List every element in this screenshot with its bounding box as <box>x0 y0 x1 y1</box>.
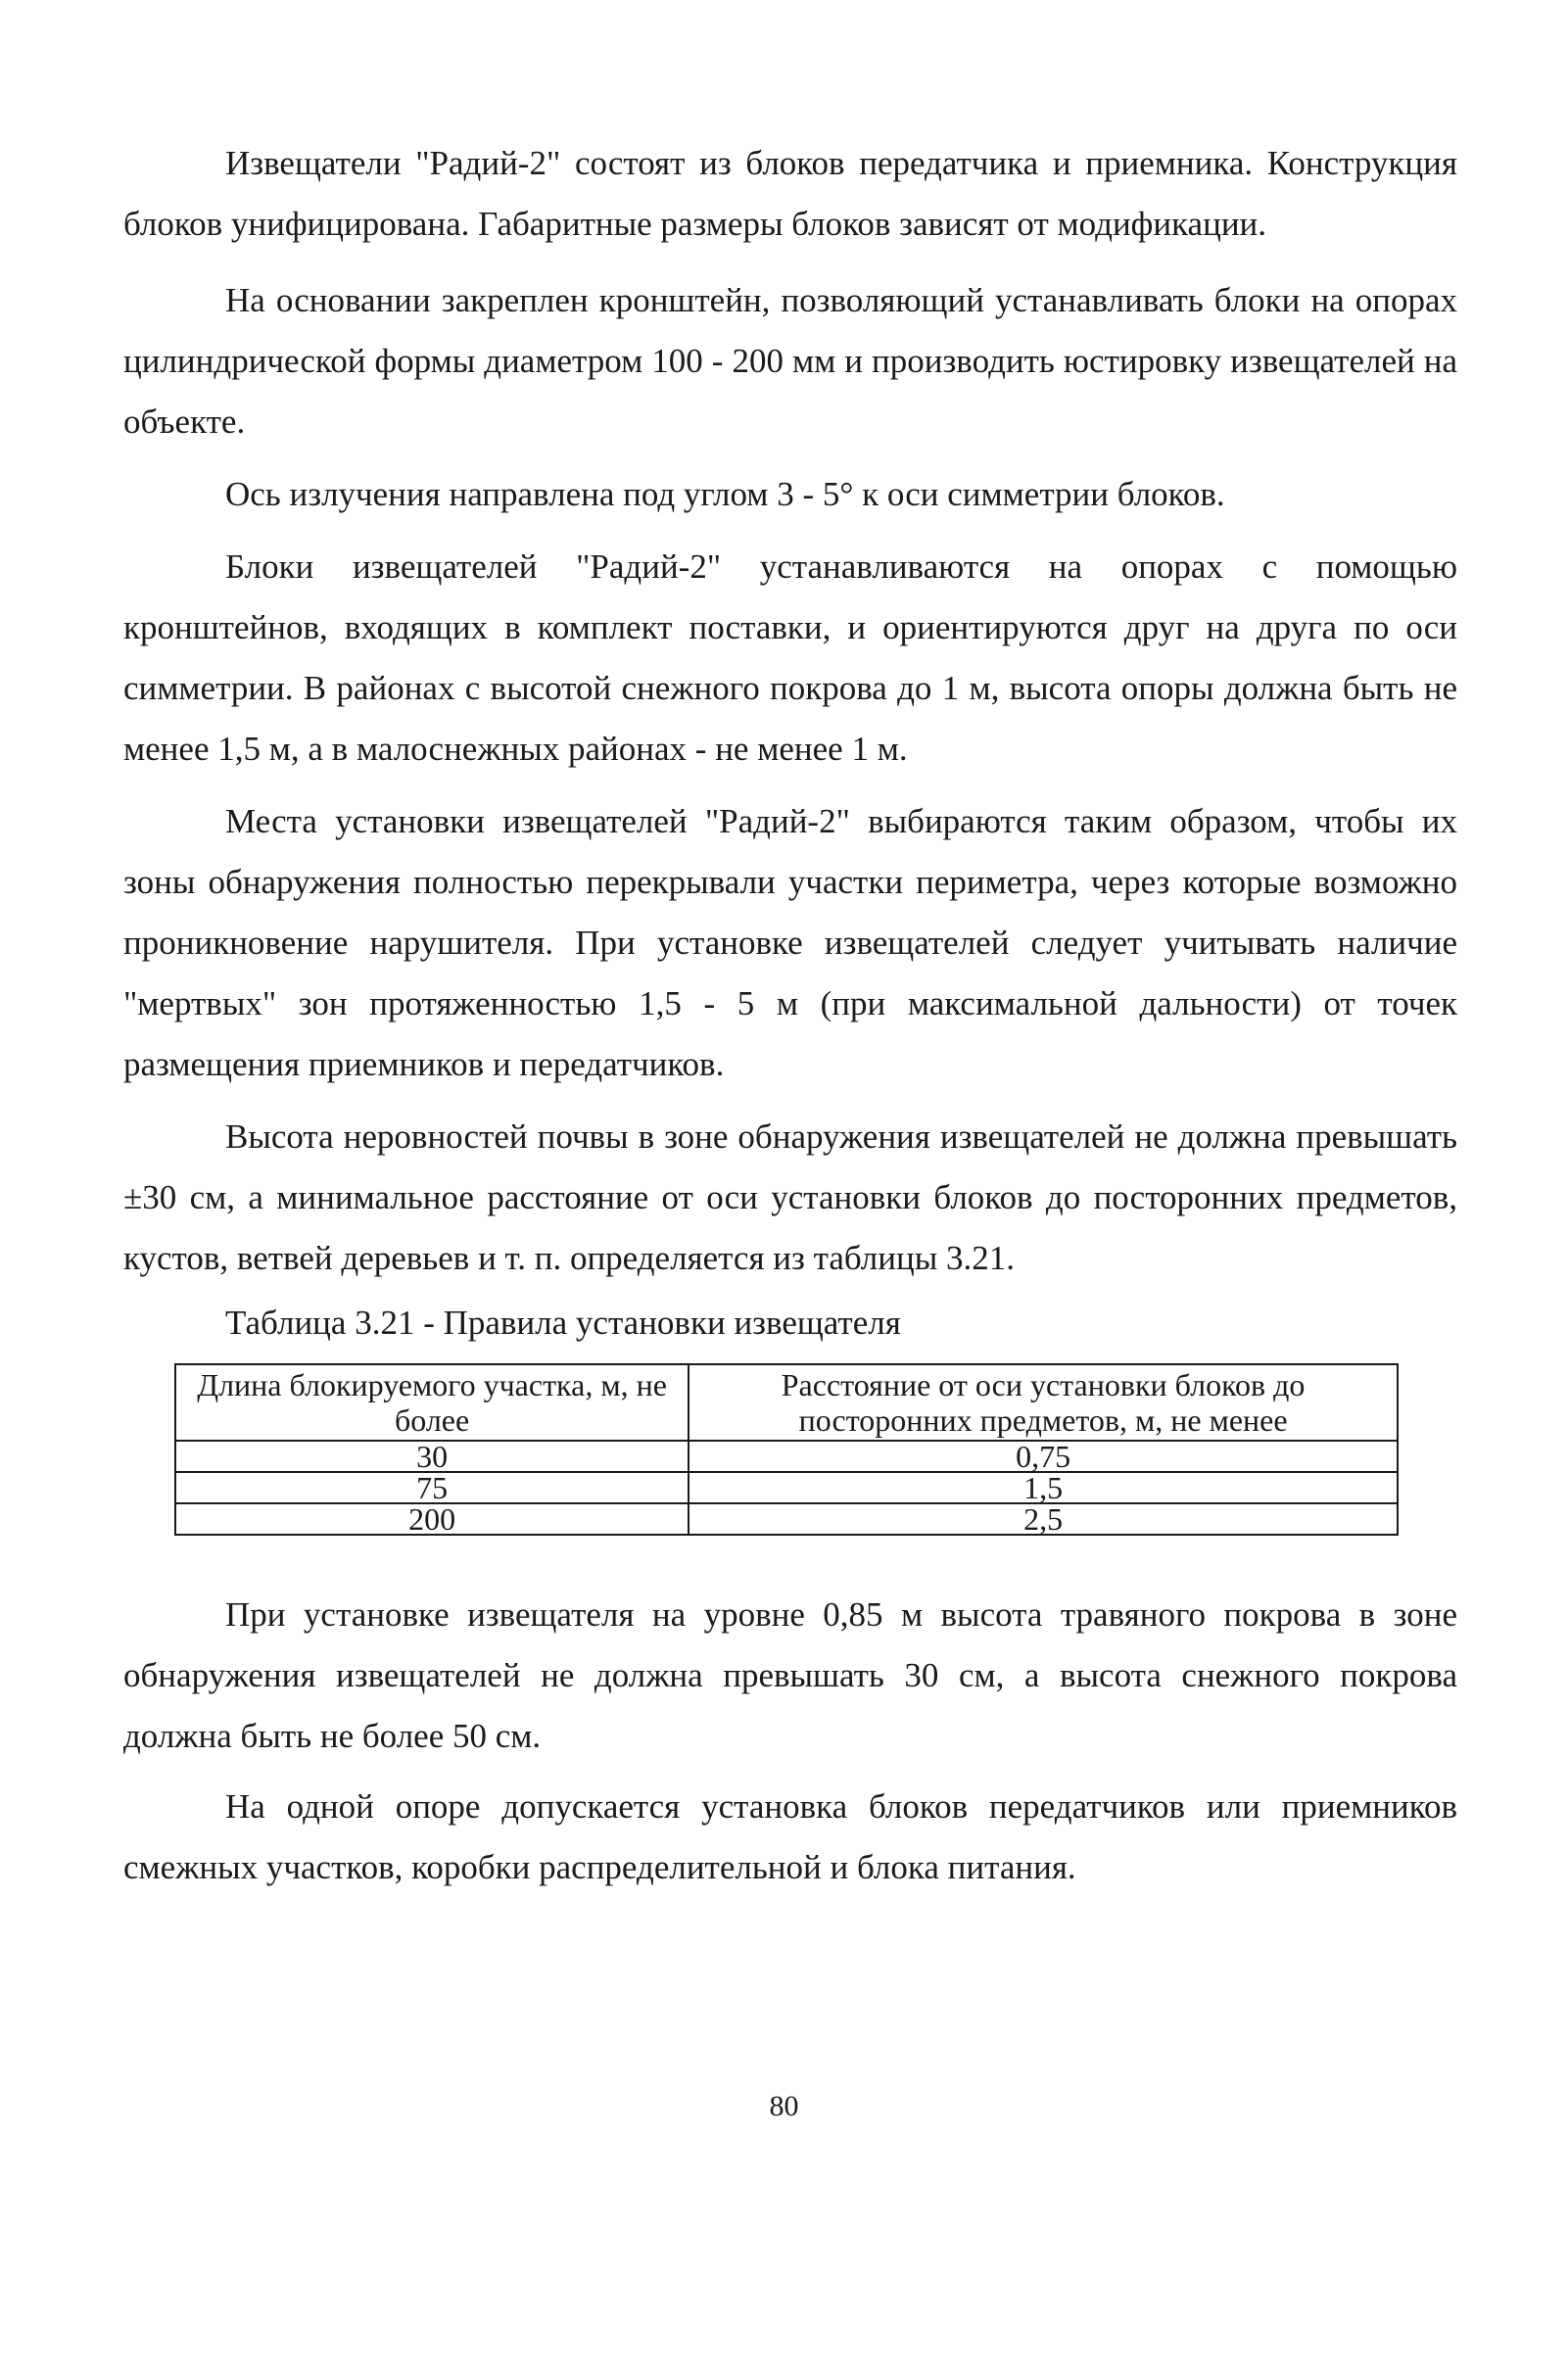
table-row <box>175 1503 1398 1535</box>
paragraph-grass-snow: При установке извещателя на уровне 0,85 м высота травяного покрова в зоне обнаружения извещателей не должна превышать 30 см, а высота снежного покрова должна быть не более 50 см. <box>123 1595 1457 1755</box>
cell-min-distance: 2,5 <box>689 1503 1398 1535</box>
cell-min-distance: 0,75 <box>689 1441 1398 1472</box>
header-min-distance: Расстояние от оси установки блоков до посторонних предметов, м, не менее <box>689 1364 1398 1441</box>
installation-rules-table <box>174 1363 1399 1536</box>
table-row <box>175 1472 1398 1503</box>
cell-section-length: 75 <box>175 1472 689 1503</box>
paragraph-shared-support: На одной опоре допускается установка блоков передатчиков или приемников смежных участков, коробки распределительной и блока питания. <box>123 1787 1457 1886</box>
paragraph-radiation-axis: Ось излучения направлена под углом 3 - 5° к оси симметрии блоков. <box>225 475 1225 513</box>
cell-section-length: 30 <box>175 1441 689 1472</box>
cell-section-length: 200 <box>175 1503 689 1535</box>
paragraph-composition: Извещатели "Радий-2" состоят из блоков передатчика и приемника. Конструкция блоков унифицирована. Габаритные размеры блоков зависят от модификации. <box>123 144 1457 243</box>
table-header-row <box>175 1364 1398 1441</box>
table-caption: Таблица 3.21 - Правила установки извещателя <box>225 1304 901 1342</box>
cell-min-distance: 1,5 <box>689 1472 1398 1503</box>
table-row <box>175 1441 1398 1472</box>
paragraph-placement: Места установки извещателей "Радий-2" выбираются таким образом, чтобы их зоны обнаружения полностью перекрывали участки периметра, через которые возможно проникновение нарушителя. При установке извещателей следует учитывать наличие "мертвых" зон протяженностью 1,5 - 5 м (при максимальной дальности) от точек размещения приемников и передатчиков. <box>123 802 1457 1083</box>
page-number: 80 <box>769 2090 799 2122</box>
page-body <box>123 133 1457 1898</box>
header-section-length: Длина блокируемого участка, м, не более <box>175 1364 689 1441</box>
paragraph-bracket: На основании закреплен кронштейн, позволяющий устанавливать блоки на опорах цилиндрической формы диаметром 100 - 200 мм и производить юстировку извещателей на объекте. <box>123 281 1457 441</box>
paragraph-terrain: Высота неровностей почвы в зоне обнаружения извещателей не должна превышать ±30 см, а минимальное расстояние от оси установки блоков до посторонних предметов, кустов, ветвей деревьев и т. п. определяется из таблицы 3.21. <box>123 1117 1457 1277</box>
paragraph-mounting: Блоки извещателей "Радий-2" устанавливаются на опорах с помощью кронштейнов, входящих в комплект поставки, и ориентируются друг на друга по оси симметрии. В районах с высотой снежного покрова до 1 м, высота опоры должна быть не менее 1,5 м, а в малоснежных районах - не менее 1 м. <box>123 547 1457 768</box>
